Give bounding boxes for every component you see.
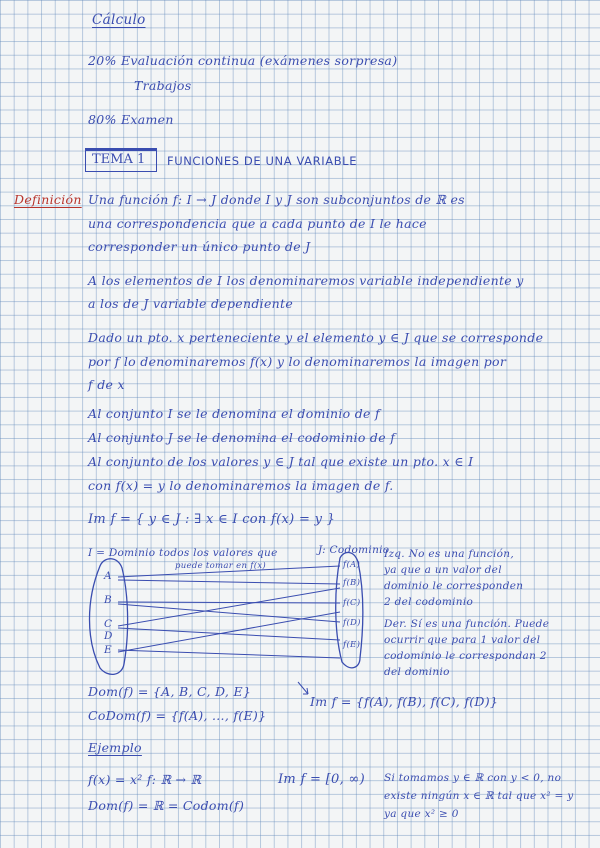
tema-label: TEMA 1 bbox=[92, 152, 146, 167]
im-text: Im f = {f(A), f(B), f(C), f(D)} bbox=[310, 694, 499, 709]
domain-label: I = Dominio todos los valores que bbox=[88, 547, 278, 559]
def-line-3: corresponder un único punto de J bbox=[88, 239, 311, 254]
domain-point-d: D bbox=[104, 630, 113, 642]
imagen-formula: Im f = { y ∈ J : ∃ x ∈ I con f(x) = y } bbox=[88, 512, 336, 527]
note-izq-1: Izq. No es una función, bbox=[384, 548, 514, 560]
note-der-1: Der. Sí es una función. Puede bbox=[384, 618, 550, 630]
p4-line-1: Al conjunto I se le denomina el dominio de f bbox=[88, 406, 380, 421]
def-line-1: Una función f: I → J donde I y J son subconjuntos de ℝ es bbox=[88, 192, 465, 207]
ejemplo-im: Im f = [0, ∞) bbox=[278, 772, 365, 787]
ejemplo-label: Ejemplo bbox=[88, 740, 142, 755]
note-izq-3: dominio le corresponden bbox=[384, 580, 524, 592]
note-der-2: ocurrir que para 1 valor del bbox=[384, 634, 541, 646]
note-izq-2: ya que a un valor del bbox=[384, 564, 502, 576]
p4-line-2: Al conjunto J se le denomina el codominio de f bbox=[88, 430, 396, 445]
mapping-arrows bbox=[118, 566, 340, 658]
ejemplo-fdef: f(x) = x² f: ℝ → ℝ bbox=[88, 772, 202, 787]
domain-point-e: E bbox=[104, 644, 112, 656]
ejemplo-note-2: existe ningún x ∈ ℝ tal que x² = y bbox=[384, 790, 574, 802]
p4-line-4: con f(x) = y lo denominaremos la imagen de f. bbox=[88, 478, 394, 493]
tema-title: FUNCIONES DE UNA VARIABLE bbox=[167, 154, 358, 168]
domain-point-b: B bbox=[104, 594, 113, 606]
note-der-4: del dominio bbox=[384, 666, 450, 678]
examen-line: 80% Examen bbox=[88, 112, 174, 127]
codomain-point-a: f(A) bbox=[343, 560, 361, 570]
p2-line-2: a los de J variable dependiente bbox=[88, 296, 294, 311]
definicion-label: Definición bbox=[14, 192, 82, 207]
codomain-point-c: f(C) bbox=[343, 598, 361, 608]
im-arrow bbox=[298, 682, 308, 694]
def-line-2: una correspondencia que a cada punto de I le hace bbox=[88, 216, 427, 231]
course-title: Cálculo bbox=[92, 12, 146, 28]
p4-line-3: Al conjunto de los valores y ∈ J tal que existe un pto. x ∈ I bbox=[88, 454, 474, 469]
dom-text: Dom(f) = {A, B, C, D, E} bbox=[88, 684, 252, 699]
codom-text: CoDom(f) = {f(A), ..., f(E)} bbox=[88, 708, 267, 723]
domain-point-a: A bbox=[104, 570, 112, 582]
codomain-point-d: f(D) bbox=[343, 618, 361, 628]
ejemplo-note-1: Si tomamos y ∈ ℝ con y < 0, no bbox=[384, 772, 562, 784]
eval-continua-line: 20% Evaluación continua (exámenes sorpresa) bbox=[88, 53, 398, 68]
ejemplo-dom: Dom(f) = ℝ = Codom(f) bbox=[88, 798, 245, 813]
note-der-3: codominio le correspondan 2 bbox=[384, 650, 547, 662]
codomain-point-e: f(E) bbox=[343, 640, 361, 650]
p2-line-1: A los elementos de I los denominaremos variable independiente y bbox=[88, 273, 524, 288]
codomain-point-b: f(B) bbox=[343, 578, 361, 588]
domain-point-c: C bbox=[104, 618, 113, 630]
trabajos-line: Trabajos bbox=[134, 78, 192, 93]
p3-line-2: por f lo denominaremos f(x) y lo denominaremos la imagen por bbox=[88, 354, 507, 369]
ejemplo-note-3: ya que x² ≥ 0 bbox=[384, 808, 459, 820]
p3-line-3: f de x bbox=[88, 377, 125, 392]
p3-line-1: Dado un pto. x perteneciente y el elemento y ∈ J que se corresponde bbox=[88, 330, 544, 345]
codomain-label: J: Codominio bbox=[318, 544, 390, 556]
note-izq-4: 2 del codominio bbox=[384, 596, 474, 608]
domain-label-2: puede tomar en f(x) bbox=[175, 561, 267, 571]
